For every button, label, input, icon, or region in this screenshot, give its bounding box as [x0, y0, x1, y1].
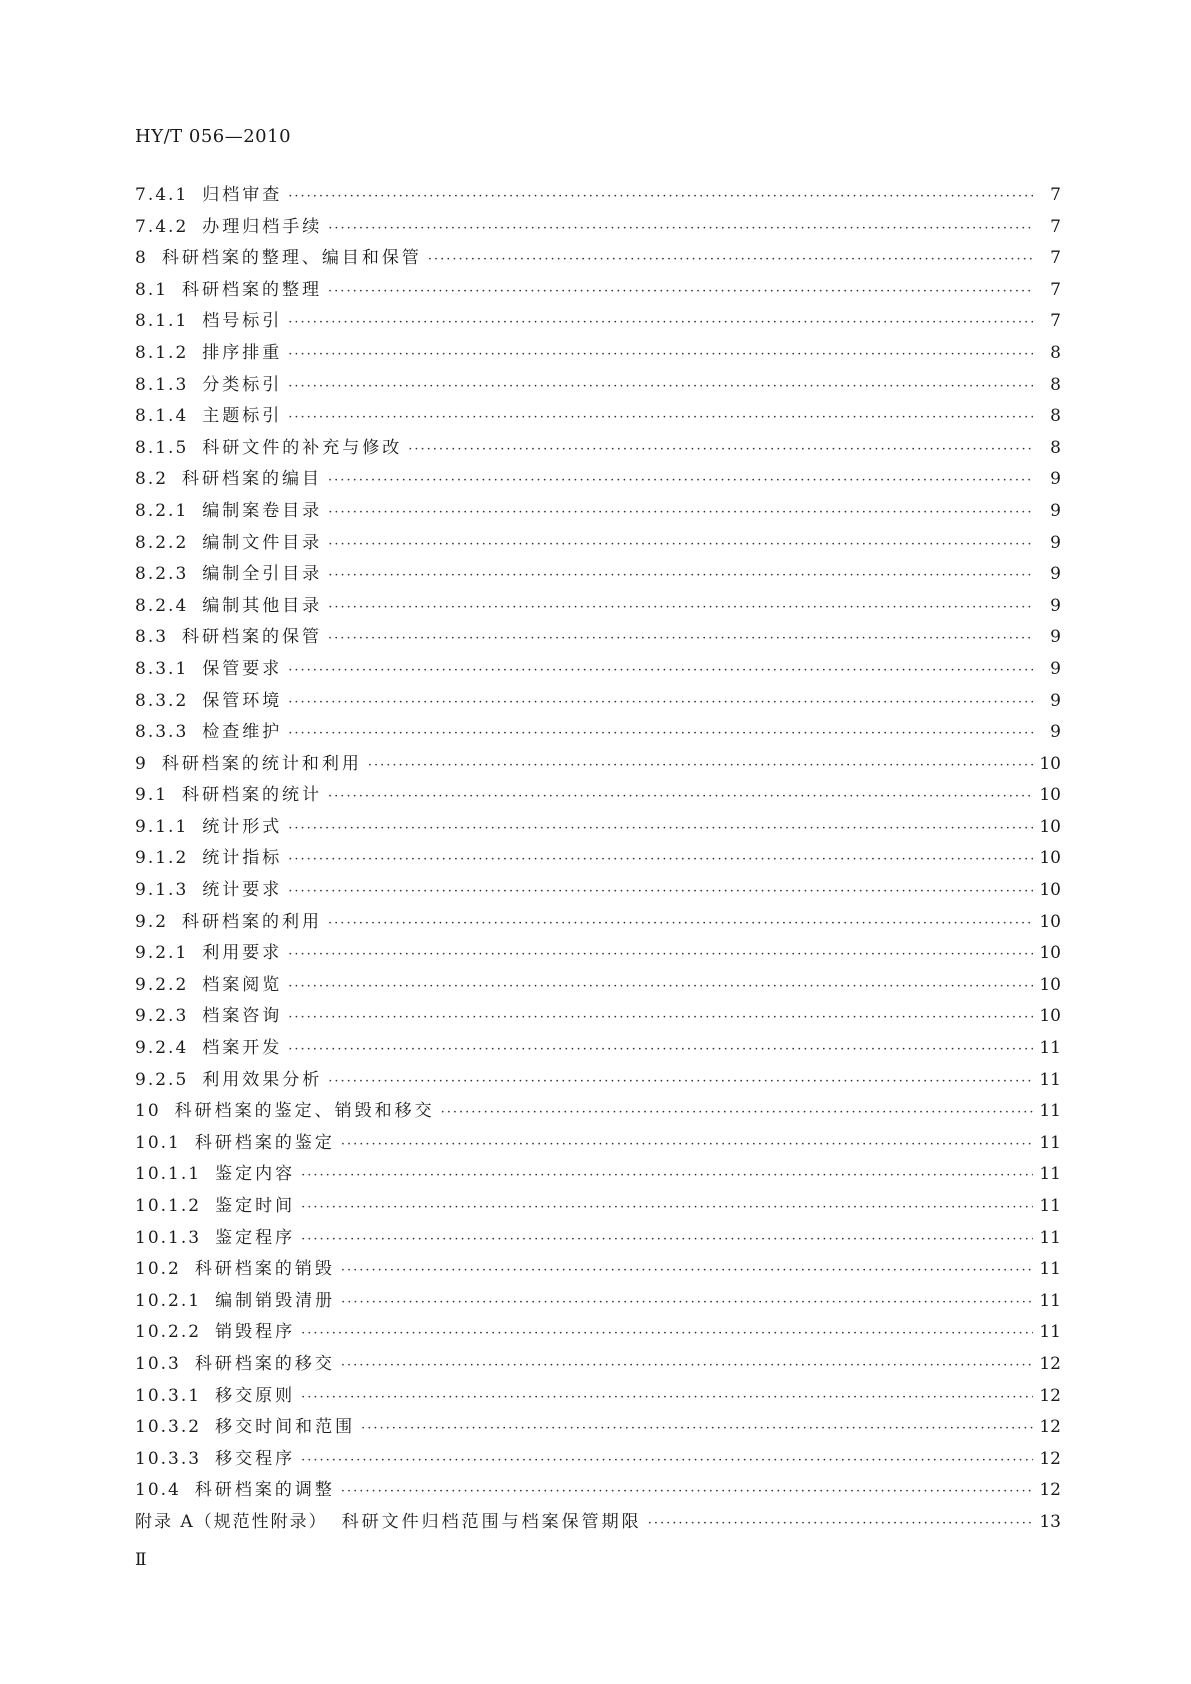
toc-entry — [135, 496, 1061, 528]
toc-entry-number: 10.2 — [135, 1259, 181, 1280]
toc-entry-number: 8.1.2 — [135, 342, 189, 363]
toc-entry-title: 统计形式 — [202, 816, 283, 837]
toc-leader-dots — [648, 1516, 1033, 1531]
toc-entry-title: 利用效果分析 — [202, 1069, 323, 1090]
toc-entry-number: 10.3.1 — [135, 1385, 202, 1406]
toc-entry-title: 编制销毁清册 — [215, 1290, 336, 1311]
toc-entry-number: 10.2.2 — [135, 1322, 202, 1343]
toc-entry-page: 12 — [1039, 1448, 1061, 1469]
toc-entry-page: 10 — [1039, 880, 1061, 901]
toc-entry-number: 8.3 — [135, 627, 169, 648]
toc-entry-page: 9 — [1050, 532, 1061, 553]
toc-entry — [135, 275, 1061, 307]
toc-entry-title: 科研档案的保管 — [182, 627, 323, 648]
toc-entry — [135, 370, 1061, 402]
toc-entry — [135, 1412, 1061, 1444]
toc-entry-number: 7.4.1 — [135, 185, 189, 205]
toc-entry-number: 9.2.3 — [135, 1006, 189, 1027]
toc-entry-title: 科研文件的补充与修改 — [202, 437, 403, 458]
toc-entry — [135, 306, 1061, 338]
toc-entry-number: 10.4 — [135, 1480, 181, 1501]
toc-entry-page: 9 — [1050, 627, 1061, 648]
toc-entry-page: 8 — [1050, 342, 1061, 363]
toc-entry-title: 科研档案的利用 — [182, 911, 323, 932]
toc-entry-number: 8.2.4 — [135, 595, 189, 616]
toc-entry — [135, 559, 1061, 591]
toc-entry — [135, 1444, 1061, 1476]
toc-entry-title: 科研档案的整理 — [182, 279, 323, 300]
toc-entry-page: 8 — [1050, 374, 1061, 395]
toc-entry-page: 7 — [1050, 248, 1061, 269]
toc-entry-page: 12 — [1039, 1353, 1061, 1374]
toc-entry-page: 9 — [1050, 469, 1061, 490]
toc-entry-number: 9.1 — [135, 785, 169, 806]
toc-leader-dots — [301, 1390, 1033, 1405]
toc-entry — [135, 1381, 1061, 1413]
toc-entry-title: 科研档案的统计和利用 — [161, 753, 362, 774]
toc-entry — [135, 1096, 1061, 1128]
toc-entry-page: 9 — [1050, 722, 1061, 743]
toc-entry — [135, 1507, 1061, 1539]
toc-entry-page: 10 — [1039, 943, 1061, 964]
toc-leader-dots — [288, 947, 1033, 962]
toc-entry-page: 12 — [1039, 1385, 1061, 1406]
toc-entry-number: 8.1.4 — [135, 406, 189, 427]
toc-entry — [135, 686, 1061, 718]
toc-entry-title: 科研档案的移交 — [194, 1353, 335, 1374]
toc-entry — [135, 812, 1061, 844]
toc-entry — [135, 433, 1061, 465]
toc-entry-title: 鉴定内容 — [215, 1164, 296, 1185]
toc-entry-number: 8 — [135, 248, 148, 269]
toc-entry — [135, 338, 1061, 370]
toc-entry-title: 分类标引 — [202, 374, 283, 395]
toc-entry-page: 11 — [1039, 1069, 1061, 1090]
toc-entry-page: 10 — [1039, 816, 1061, 837]
toc-entry-number: 8.2.2 — [135, 532, 189, 553]
toc-entry-page: 11 — [1039, 1196, 1061, 1216]
toc-leader-dots — [288, 189, 1033, 204]
toc-entry — [135, 464, 1061, 496]
toc-leader-dots — [328, 505, 1033, 520]
toc-entry-page: 11 — [1039, 1227, 1061, 1248]
toc-leader-dots — [328, 284, 1033, 299]
toc-entry-title: 编制文件目录 — [202, 532, 323, 553]
toc-entry-number: 10.3.2 — [135, 1417, 202, 1438]
toc-entry-title: 编制其他目录 — [202, 595, 323, 616]
toc-entry — [135, 180, 1061, 212]
toc-entry-title: 科研档案的调整 — [194, 1480, 335, 1501]
toc-entry — [135, 1286, 1061, 1318]
toc-entry-number: 9.2.5 — [135, 1069, 189, 1090]
toc-leader-dots — [408, 442, 1033, 457]
toc-entry-title: 利用要求 — [202, 943, 283, 964]
toc-entry-number: 8.2.3 — [135, 564, 189, 585]
toc-entry — [135, 1223, 1061, 1255]
toc-entry-title: 移交程序 — [215, 1448, 296, 1469]
toc-entry-title: 科研档案的销毁 — [194, 1259, 335, 1280]
toc-entry-title: 保管要求 — [202, 658, 283, 679]
toc-leader-dots — [288, 315, 1033, 330]
toc-leader-dots — [341, 1358, 1033, 1373]
toc-entry — [135, 938, 1061, 970]
toc-leader-dots — [301, 1326, 1033, 1341]
toc-entry-number: 9.2.1 — [135, 943, 189, 964]
toc-entry-title: 科研档案的鉴定、销毁和移交 — [174, 1101, 435, 1122]
toc-entry-page: 11 — [1039, 1322, 1061, 1343]
toc-entry-number: 8.3.2 — [135, 690, 189, 711]
toc-leader-dots — [301, 1200, 1033, 1215]
toc-entry-page: 11 — [1039, 1038, 1061, 1059]
toc-entry-title: 科研档案的编目 — [182, 469, 323, 490]
toc-entry-page: 11 — [1039, 1101, 1061, 1122]
toc-entry — [135, 780, 1061, 812]
toc-entry-page: 7 — [1050, 216, 1061, 237]
toc-entry-number: 7.4.2 — [135, 216, 189, 237]
toc-entry — [135, 591, 1061, 623]
toc-leader-dots — [288, 379, 1033, 394]
toc-entry-number: 10.1.1 — [135, 1164, 202, 1185]
toc-leader-dots — [288, 821, 1033, 836]
toc-entry-number: 9.1.1 — [135, 816, 189, 837]
toc-entry-title: 鉴定时间 — [215, 1196, 296, 1216]
toc-leader-dots — [341, 1263, 1033, 1278]
toc-entry-number: 9.2.2 — [135, 974, 189, 995]
toc-entry-number: 8.2 — [135, 469, 169, 490]
toc-entry — [135, 907, 1061, 939]
toc-entry — [135, 1065, 1061, 1097]
toc-entry-page: 8 — [1050, 406, 1061, 427]
toc-leader-dots — [301, 1232, 1033, 1247]
toc-leader-dots — [288, 1042, 1033, 1057]
toc-entry-title: 移交原则 — [215, 1385, 296, 1406]
toc-entry-number: 10.1.3 — [135, 1227, 202, 1248]
toc-entry-title: 移交时间和范围 — [215, 1417, 356, 1438]
toc-entry-number: 10.3 — [135, 1353, 181, 1374]
toc-entry — [135, 243, 1061, 275]
toc-leader-dots — [288, 410, 1033, 425]
toc-leader-dots — [341, 1137, 1033, 1152]
toc-leader-dots — [368, 758, 1033, 773]
toc-entry — [135, 1001, 1061, 1033]
toc-entry — [135, 875, 1061, 907]
toc-entry-number: 8.3.3 — [135, 722, 189, 743]
table-of-contents — [135, 180, 1061, 1539]
toc-entry-page: 9 — [1050, 690, 1061, 711]
toc-entry-page: 10 — [1039, 848, 1061, 869]
toc-leader-dots — [288, 663, 1033, 678]
document-id-header: HY/T 056—2010 — [135, 126, 292, 147]
toc-leader-dots — [288, 979, 1033, 994]
toc-entry — [135, 717, 1061, 749]
toc-entry — [135, 1317, 1061, 1349]
toc-entry-title: 档案阅览 — [202, 974, 283, 995]
toc-entry-title: 档案开发 — [202, 1038, 283, 1059]
toc-leader-dots — [328, 1074, 1033, 1089]
page-number-footer: Ⅱ — [135, 1550, 147, 1570]
toc-entry-number: 10.1 — [135, 1132, 181, 1153]
toc-leader-dots — [328, 600, 1033, 615]
toc-entry-title: 归档审查 — [202, 185, 283, 205]
toc-entry-number: 9.2.4 — [135, 1038, 189, 1059]
toc-leader-dots — [341, 1484, 1033, 1499]
toc-leader-dots — [341, 1295, 1033, 1310]
toc-entry-page: 10 — [1039, 785, 1061, 806]
toc-leader-dots — [328, 473, 1033, 488]
toc-leader-dots — [288, 726, 1033, 741]
toc-entry-number: 9.2 — [135, 911, 169, 932]
toc-entry-title: 编制案卷目录 — [202, 500, 323, 521]
toc-entry-title: 排序排重 — [202, 342, 283, 363]
toc-entry-number: 10 — [135, 1101, 161, 1122]
toc-entry-number: 9 — [135, 753, 148, 774]
toc-entry-title: 科研档案的整理、编目和保管 — [161, 248, 422, 269]
toc-entry — [135, 749, 1061, 781]
toc-entry-page: 9 — [1050, 658, 1061, 679]
toc-entry — [135, 622, 1061, 654]
toc-entry-page: 10 — [1039, 911, 1061, 932]
toc-leader-dots — [328, 916, 1033, 931]
toc-entry — [135, 1033, 1061, 1065]
toc-leader-dots — [288, 1010, 1033, 1025]
toc-leader-dots — [328, 789, 1033, 804]
toc-entry — [135, 654, 1061, 686]
toc-entry-page: 8 — [1050, 437, 1061, 458]
toc-entry-page: 9 — [1050, 500, 1061, 521]
toc-entry-page: 11 — [1039, 1164, 1061, 1185]
toc-entry-title: 统计要求 — [202, 880, 283, 901]
toc-entry-page: 12 — [1039, 1480, 1061, 1501]
toc-entry-title: 办理归档手续 — [202, 216, 323, 237]
toc-entry-page: 12 — [1039, 1417, 1061, 1438]
toc-entry — [135, 1191, 1061, 1223]
toc-entry-title: 档案咨询 — [202, 1006, 283, 1027]
toc-leader-dots — [428, 252, 1033, 267]
toc-entry-page: 7 — [1050, 279, 1061, 300]
toc-entry-number: 附录 A（规范性附录） — [135, 1511, 328, 1532]
toc-entry-page: 10 — [1039, 753, 1061, 774]
toc-entry — [135, 401, 1061, 433]
toc-entry-title: 保管环境 — [202, 690, 283, 711]
toc-entry-page: 13 — [1039, 1511, 1061, 1532]
toc-leader-dots — [328, 631, 1033, 646]
toc-entry-number: 8.1.3 — [135, 374, 189, 395]
toc-entry — [135, 843, 1061, 875]
toc-entry — [135, 1254, 1061, 1286]
toc-entry-title: 检查维护 — [202, 722, 283, 743]
toc-leader-dots — [288, 695, 1033, 710]
toc-entry-page: 11 — [1039, 1259, 1061, 1280]
toc-leader-dots — [328, 221, 1033, 236]
toc-entry-number: 9.1.2 — [135, 848, 189, 869]
toc-entry-page: 10 — [1039, 974, 1061, 995]
toc-entry-page: 7 — [1050, 311, 1061, 332]
toc-leader-dots — [288, 852, 1033, 867]
toc-entry-title: 科研档案的统计 — [182, 785, 323, 806]
toc-entry-number: 8.3.1 — [135, 658, 189, 679]
toc-entry-number: 8.2.1 — [135, 500, 189, 521]
toc-entry — [135, 212, 1061, 244]
toc-entry — [135, 1159, 1061, 1191]
toc-entry-page: 7 — [1050, 185, 1061, 205]
toc-entry-title: 科研文件归档范围与档案保管期限 — [341, 1511, 642, 1532]
toc-entry-number: 10.2.1 — [135, 1290, 202, 1311]
toc-entry-title: 主题标引 — [202, 406, 283, 427]
toc-leader-dots — [288, 884, 1033, 899]
toc-entry-title: 统计指标 — [202, 848, 283, 869]
toc-entry — [135, 1128, 1061, 1160]
toc-entry-number: 8.1.1 — [135, 311, 189, 332]
toc-entry-number: 8.1.5 — [135, 437, 189, 458]
toc-entry-title: 鉴定程序 — [215, 1227, 296, 1248]
toc-entry — [135, 970, 1061, 1002]
toc-entry-number: 8.1 — [135, 279, 169, 300]
toc-leader-dots — [288, 347, 1033, 362]
toc-leader-dots — [301, 1168, 1033, 1183]
toc-entry-page: 9 — [1050, 564, 1061, 585]
toc-entry-page: 11 — [1039, 1132, 1061, 1153]
toc-entry — [135, 528, 1061, 560]
toc-entry — [135, 1475, 1061, 1507]
toc-entry-title: 编制全引目录 — [202, 564, 323, 585]
toc-entry-number: 10.3.3 — [135, 1448, 202, 1469]
toc-leader-dots — [361, 1421, 1033, 1436]
toc-entry — [135, 1349, 1061, 1381]
toc-leader-dots — [328, 568, 1033, 583]
toc-leader-dots — [301, 1453, 1033, 1468]
toc-entry-title: 销毁程序 — [215, 1322, 296, 1343]
toc-entry-number: 9.1.3 — [135, 880, 189, 901]
toc-entry-title: 档号标引 — [202, 311, 283, 332]
toc-entry-title: 科研档案的鉴定 — [194, 1132, 335, 1153]
toc-entry-number: 10.1.2 — [135, 1196, 202, 1216]
toc-entry-page: 11 — [1039, 1290, 1061, 1311]
toc-leader-dots — [328, 537, 1033, 552]
toc-leader-dots — [441, 1105, 1033, 1120]
toc-entry-page: 9 — [1050, 595, 1061, 616]
toc-entry-page: 10 — [1039, 1006, 1061, 1027]
